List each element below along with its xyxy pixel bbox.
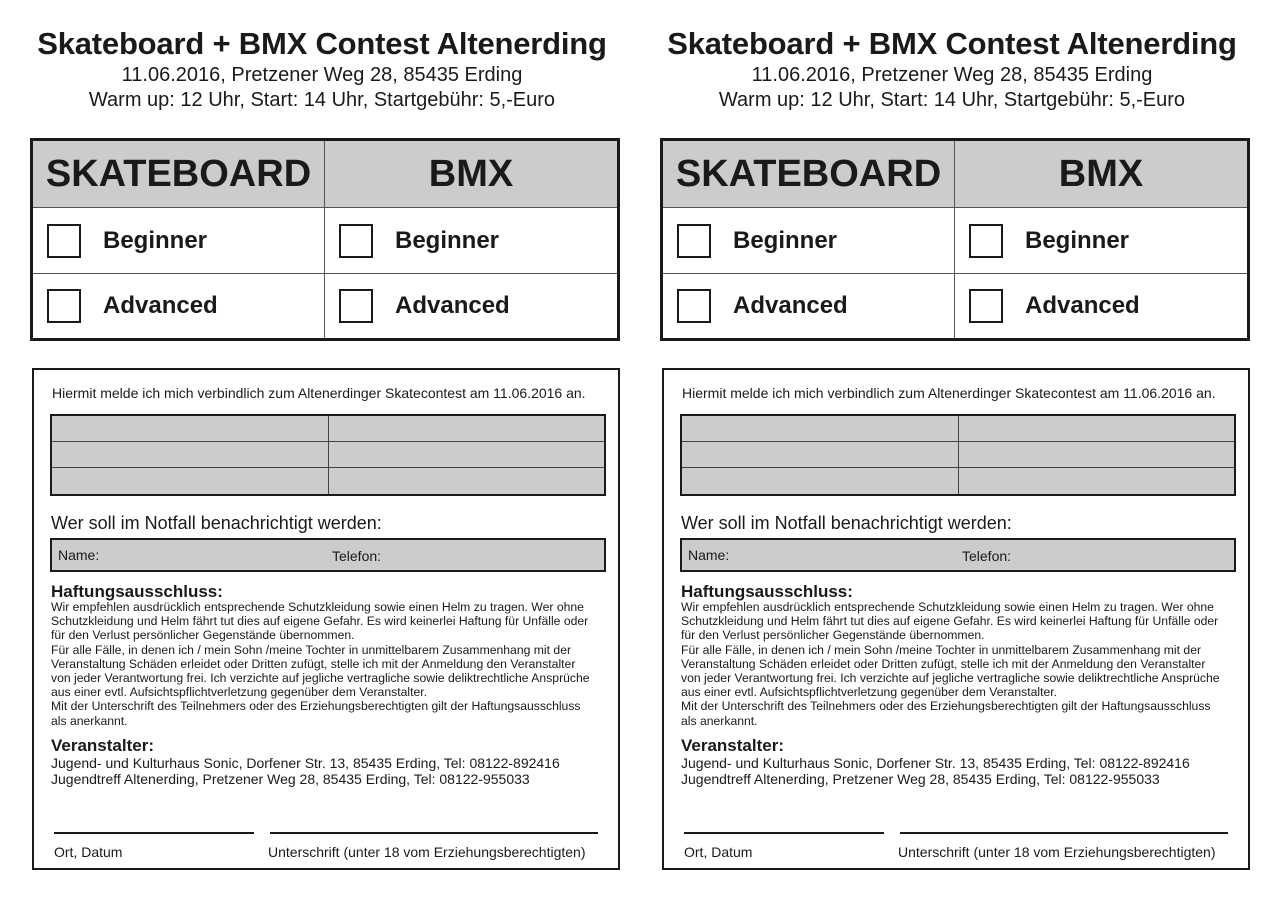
option-label: Advanced [395,292,510,319]
signature-label: Unterschrift (unter 18 vom Erziehungsberechtigten) [898,844,1216,860]
organizer-text: Jugend- und Kulturhaus Sonic, Dorfener Str. 13, 85435 Erding, Tel: 08122-892416 Jugendtreff Altenerding, Pretzener Weg 28, 85435 Erding, Tel: 08122-955033 [51,755,560,787]
flyer-left [22,0,622,906]
bmx-beginner-option[interactable] [325,208,617,274]
participant-details-grid[interactable] [680,414,1236,496]
bmx-beginner-option[interactable] [955,208,1247,274]
option-label: Advanced [1025,292,1140,319]
emergency-contact-field[interactable] [50,538,606,572]
place-date-line[interactable] [684,832,884,834]
bmx-advanced-option[interactable] [955,274,1247,338]
phone-label: Telefon: [332,548,382,564]
skateboard-advanced-option[interactable] [663,274,955,338]
contest-times-fee: Warm up: 12 Uhr, Start: 14 Uhr, Startgebühr: 5,-Euro [718,89,1186,111]
bmx-header: BMX [955,141,1247,208]
skateboard-beginner-option[interactable] [663,208,955,274]
flyer-right [652,0,1252,906]
bmx-beginner-checkbox[interactable] [969,224,1003,258]
emergency-contact-field[interactable] [680,538,1236,572]
option-label: Advanced [733,292,848,319]
liability-text: Wir empfehlen ausdrücklich entsprechende Schutzkleidung sowie einen Helm zu tragen. Wer ohne Schutzkleidung und Helm fährt tut dies auf eigene Gefahr. Es wird keinerlei Haftung für Unfälle oder für den Verlust persönlicher Gegenstände übernommen. Für alle Fälle, in denen ich / mein Sohn /meine Tochter in unmittelbarem Zusammenhang mit der Veranstaltung Schäden erleidet oder Dritten zufügt, stelle ich mit der Anmeldung den Veranstalter von jeder Verantwortung frei. Ich verzichte auf jegliche vertragliche sowie deliktrechtliche Ansprüche aus einer evtl. Aufsichtspflichtverletzung gegenüber dem Veranstalter. Mit der Unterschrift des Teilnehmers oder des Erziehungsberechtigten gilt der Haftungsausschluss als anerkannt. [51,600,590,728]
option-label: Beginner [1025,226,1130,254]
contest-date-address: 11.06.2016, Pretzener Weg 28, 85435 Erding [751,64,1153,86]
organizer-text: Jugend- und Kulturhaus Sonic, Dorfener Str. 13, 85435 Erding, Tel: 08122-892416 Jugendtreff Altenerding, Pretzener Weg 28, 85435 Erding, Tel: 08122-955033 [681,755,1190,787]
signature-line[interactable] [900,832,1228,834]
category-selection-table [660,138,1250,341]
place-date-label: Ort, Datum [684,844,753,860]
bmx-header: BMX [325,141,617,208]
contest-times-fee: Warm up: 12 Uhr, Start: 14 Uhr, Startgebühr: 5,-Euro [88,89,556,111]
skateboard-advanced-checkbox[interactable] [47,289,81,323]
place-date-line[interactable] [54,832,254,834]
emergency-contact-question: Wer soll im Notfall benachrichtigt werden: [681,513,1012,533]
registration-form [32,368,620,870]
skateboard-advanced-checkbox[interactable] [677,289,711,323]
contest-title: Skateboard + BMX Contest Altenerding [667,26,1237,61]
liability-text: Wir empfehlen ausdrücklich entsprechende Schutzkleidung sowie einen Helm zu tragen. Wer ohne Schutzkleidung und Helm fährt tut dies auf eigene Gefahr. Es wird keinerlei Haftung für Unfälle oder für den Verlust persönlicher Gegenstände übernommen. Für alle Fälle, in denen ich / mein Sohn /meine Tochter in unmittelbarem Zusammenhang mit der Veranstaltung Schäden erleidet oder Dritten zufügt, stelle ich mit der Anmeldung den Veranstalter von jeder Verantwortung frei. Ich verzichte auf jegliche vertragliche sowie deliktrechtliche Ansprüche aus einer evtl. Aufsichtspflichtverletzung gegenüber dem Veranstalter. Mit der Unterschrift des Teilnehmers oder des Erziehungsberechtigten gilt der Haftungsausschluss als anerkannt. [681,600,1220,728]
phone-label: Telefon: [962,548,1012,564]
liability-heading: Haftungsausschluss: [681,582,853,601]
signature-label: Unterschrift (unter 18 vom Erziehungsberechtigten) [268,844,586,860]
contest-date-address: 11.06.2016, Pretzener Weg 28, 85435 Erding [121,64,523,86]
skateboard-header: SKATEBOARD [663,141,955,208]
skateboard-beginner-checkbox[interactable] [677,224,711,258]
option-label: Advanced [103,292,218,319]
participant-details-grid[interactable] [50,414,606,496]
category-selection-table [30,138,620,341]
contest-title: Skateboard + BMX Contest Altenerding [37,26,607,61]
bmx-beginner-checkbox[interactable] [339,224,373,258]
emergency-contact-question: Wer soll im Notfall benachrichtigt werden: [51,513,382,533]
bmx-advanced-checkbox[interactable] [339,289,373,323]
option-label: Beginner [395,226,500,254]
organizer-heading: Veranstalter: [681,736,784,755]
organizer-heading: Veranstalter: [51,736,154,755]
option-label: Beginner [733,226,838,254]
registration-form [662,368,1250,870]
skateboard-beginner-checkbox[interactable] [47,224,81,258]
name-label: Name: [58,547,100,563]
skateboard-beginner-option[interactable] [33,208,325,274]
liability-heading: Haftungsausschluss: [51,582,223,601]
place-date-label: Ort, Datum [54,844,123,860]
bmx-advanced-checkbox[interactable] [969,289,1003,323]
signature-line[interactable] [270,832,598,834]
registration-intro: Hiermit melde ich mich verbindlich zum Altenerdinger Skatecontest am 11.06.2016 an. [682,385,1216,401]
skateboard-advanced-option[interactable] [33,274,325,338]
registration-intro: Hiermit melde ich mich verbindlich zum Altenerdinger Skatecontest am 11.06.2016 an. [52,385,586,401]
name-label: Name: [688,547,730,563]
option-label: Beginner [103,226,208,254]
bmx-advanced-option[interactable] [325,274,617,338]
skateboard-header: SKATEBOARD [33,141,325,208]
